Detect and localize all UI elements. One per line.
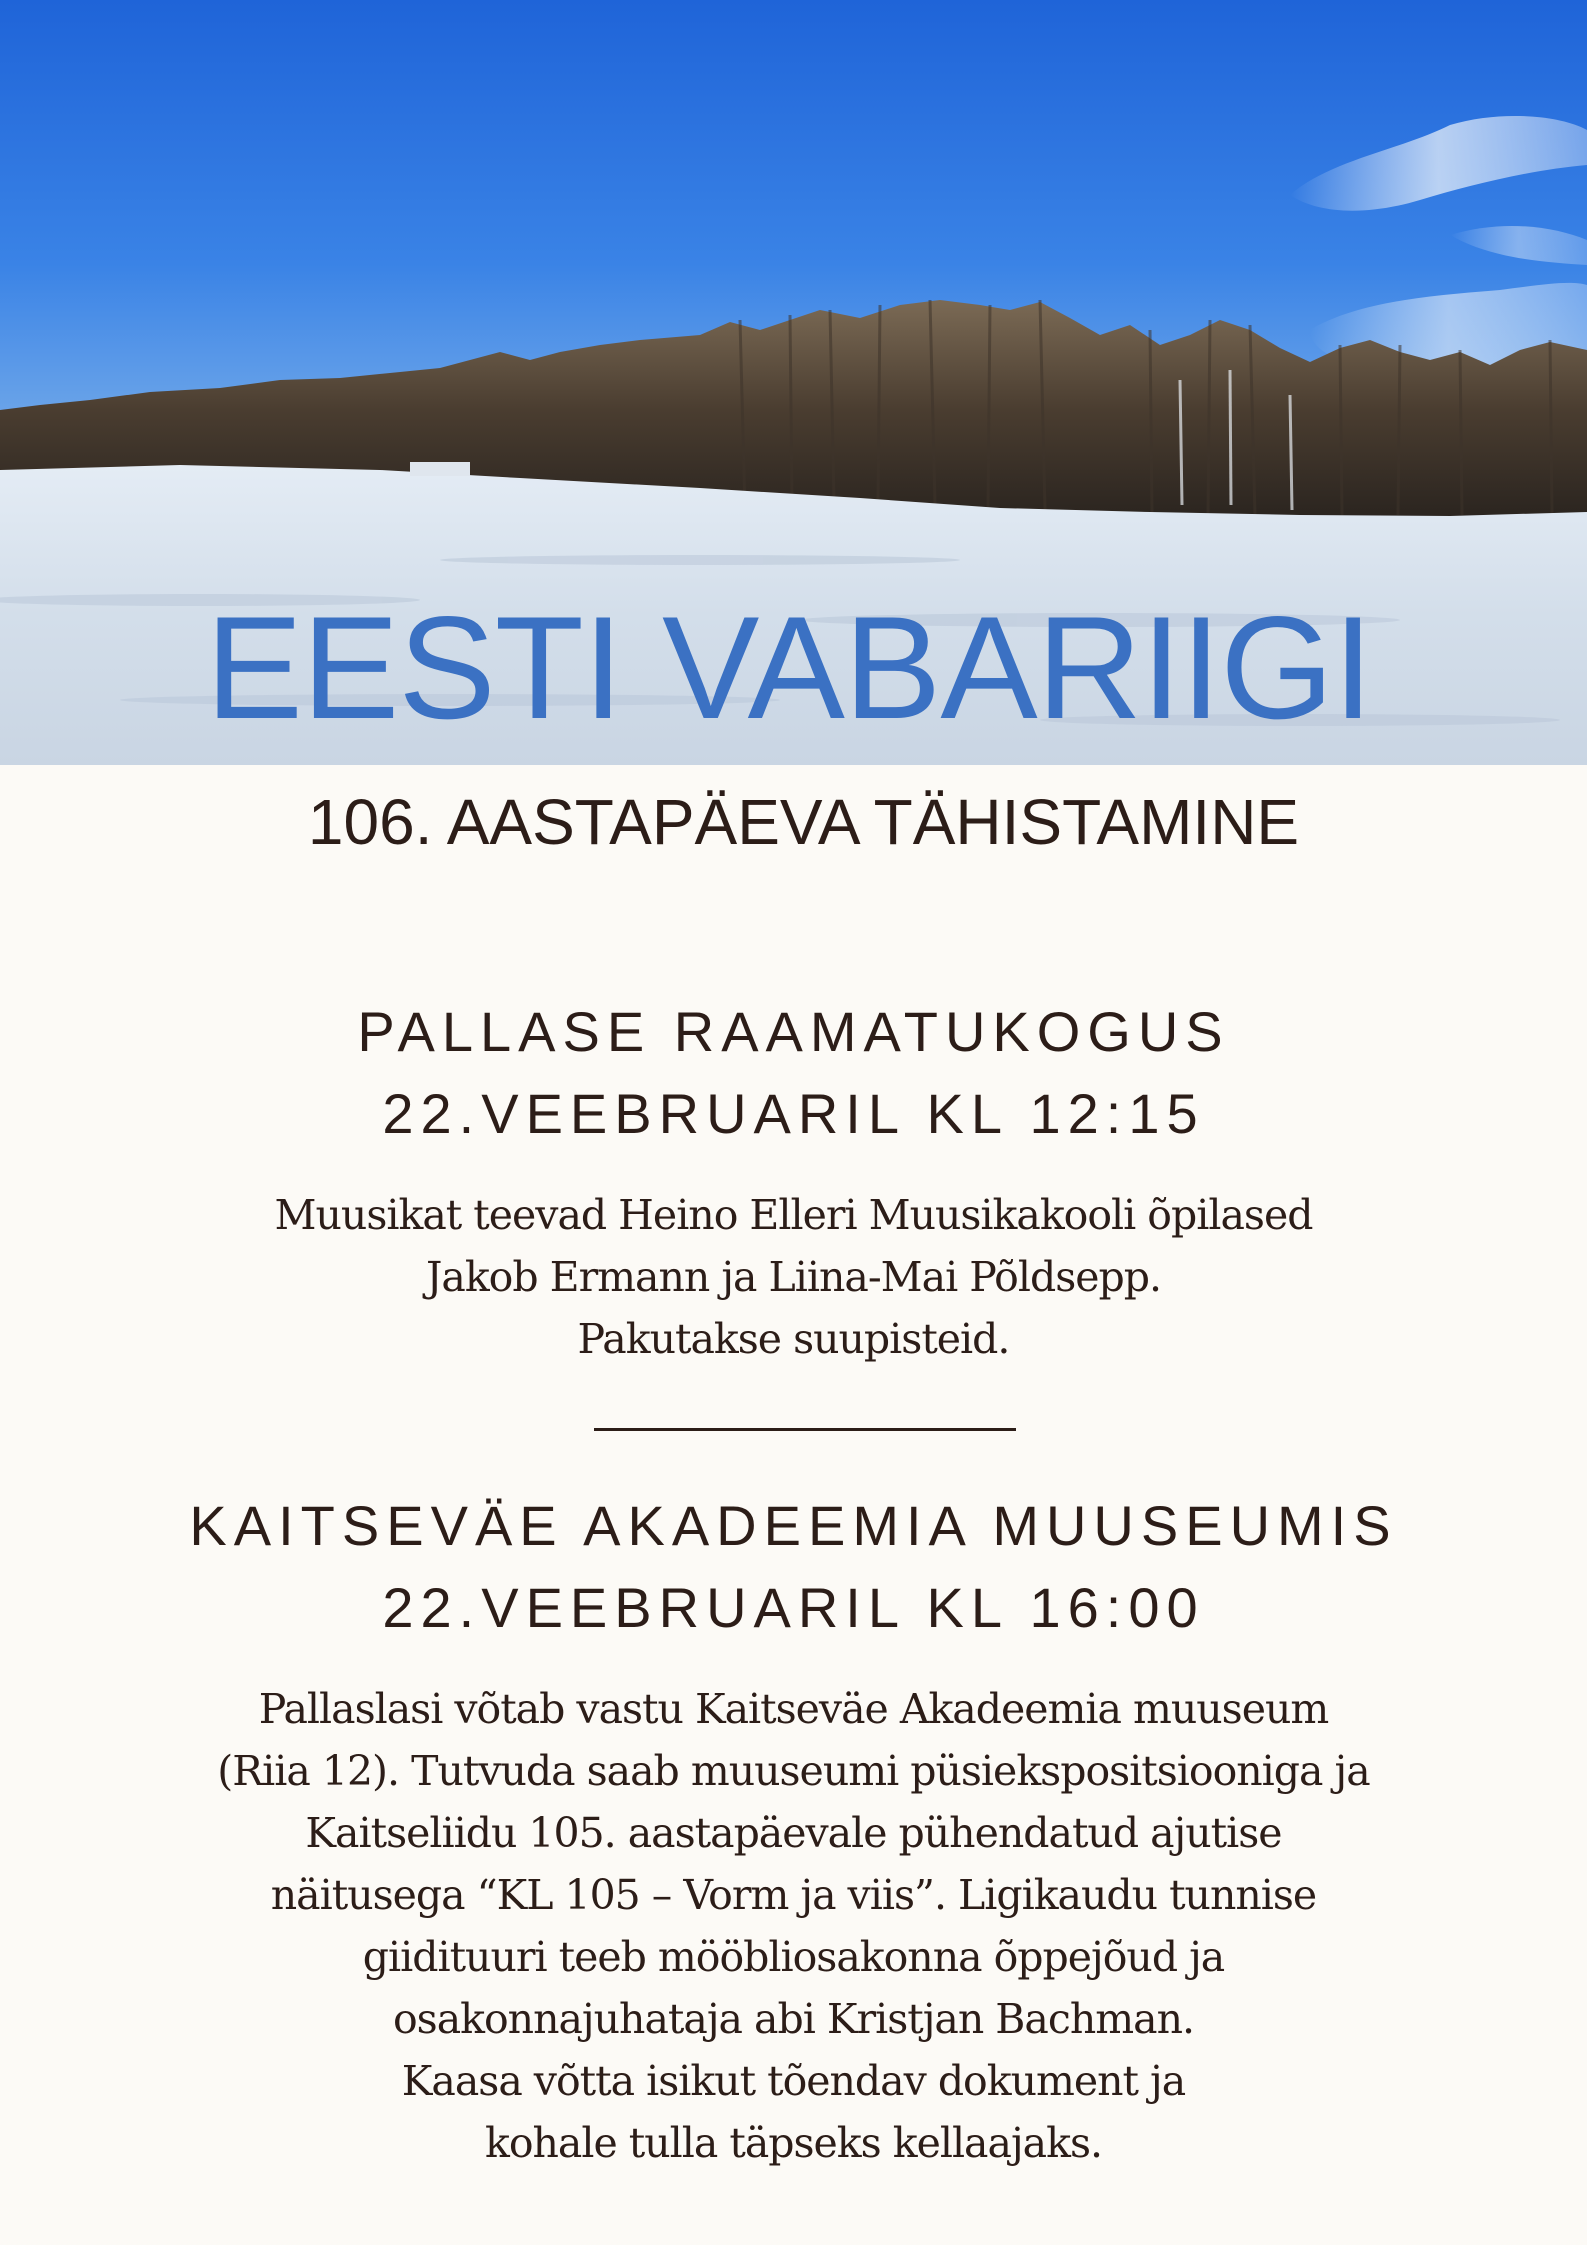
event-2-line: giidituuri teeb mööbliosakonna õppejõud ja [362,1933,1225,1981]
event-1-heading [0,991,1587,1155]
event-2-description [0,1678,1587,2174]
event-1-description [0,1184,1587,1370]
event-1-line: Jakob Ermann ja Liina-Mai Põldsepp. [425,1253,1162,1301]
poster-subtitle: 106. AASTAPÄEVA TÄHISTAMINE [307,786,1300,858]
event-2-datetime: 22.VEEBRUARIL KL 16:00 [382,1576,1205,1639]
event-2-line: (Riia 12). Tutvuda saab muuseumi püsiekspositsiooniga ja [217,1747,1370,1795]
event-2-heading [0,1485,1587,1649]
event-2-line: kohale tulla täpseks kellaajaks. [484,2119,1103,2167]
event-2-line: Kaitseliidu 105. aastapäevale pühendatud ajutise [305,1809,1282,1857]
poster-title: EESTI VABARIIGI [205,586,1373,749]
event-1-line: Muusikat teevad Heino Elleri Muusikakooli õpilased [274,1191,1313,1239]
event-1-location: PALLASE RAAMATUKOGUS [357,1000,1230,1063]
event-2-line: Pallaslasi võtab vastu Kaitseväe Akadeemia muuseum [258,1685,1329,1733]
event-1-datetime: 22.VEEBRUARIL KL 12:15 [382,1082,1205,1145]
event-2-line: osakonnajuhataja abi Kristjan Bachman. [392,1995,1195,2043]
event-1-line: Pakutakse suupisteid. [577,1315,1010,1363]
event-2-location: KAITSEVÄE AKADEEMIA MUUSEUMIS [189,1494,1398,1557]
event-2-line: Kaasa võtta isikut tõendav dokument ja [401,2057,1186,2105]
event-2-line: näitusega “KL 105 – Vorm ja viis”. Ligikaudu tunnise [270,1871,1317,1919]
section-divider [594,1428,1016,1431]
